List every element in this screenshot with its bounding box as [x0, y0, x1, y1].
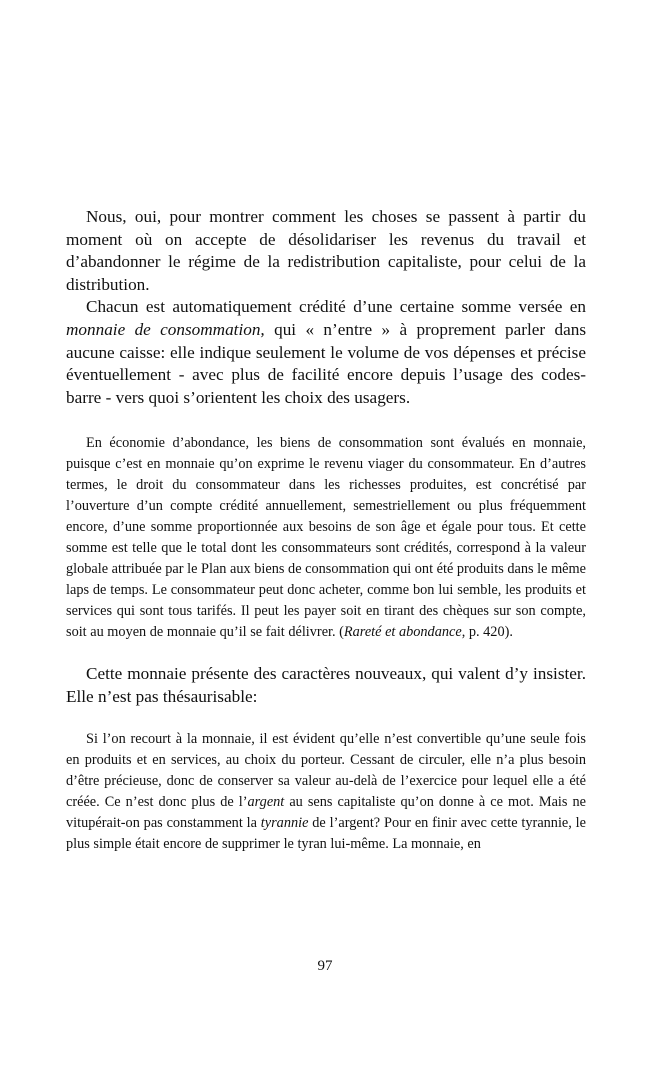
page-content	[66, 206, 586, 869]
quote-1-citation-title: Rareté et abondance	[343, 624, 462, 641]
main-text	[66, 206, 586, 409]
paragraph-2	[66, 296, 586, 409]
quote-2-part-1: Si l’on recourt à la monnaie, il est évident qu’elle n’est convertible qu’une seule fois en produits et en services, au choix du porteur. Cessant de circuler, elle n’a plus besoin d’être précieuse, donc de conserver sa valeur au-delà de l’exercice pour lequel elle a été créée. Ce n’est donc plus de l’	[66, 730, 586, 810]
quote-2-part-2: au sens capitaliste qu’on donne à ce mot. Mais ne vitupérait-on pas constamment la	[66, 793, 586, 831]
block-quote-2	[66, 729, 586, 855]
quote-1-text: En économie d’abondance, les biens de consommation sont évalués en monnaie, puisque c’est en monnaie qu’on exprime le revenu viager du consommateur. En d’autres termes, le droit du consommateur dans les richesses produites, est concrétisé par l’ouverture d’un compte crédité annuellement, semestriellement ou plus fréquemment encore, d’une somme proportionnée aux besoins de son âge et égale pour tous. Et cette somme est telle que le total dont les consommateurs sont crédités, correspond à la valeur globale attribuée par le Plan aux biens de consommation qui ont été produits dans le même laps de temps. Le consommateur peut donc acheter, comme bon lui semble, les produits et services qui sont tous tarifés. Il peut les payer soit en tirant des chèques sur son compte, soit au moyen de monnaie qu’il se fait délivrer. (	[66, 435, 586, 641]
paragraph-1: Nous, oui, pour montrer comment les choses se passent à partir du moment où on accepte de désolidariser les revenus du travail et d’abandonner le régime de la redistribution capitaliste, pour celui de la distribution.	[66, 207, 586, 294]
paragraph-2-start: Chacun est automatiquement crédité d’une certaine somme versée en	[86, 297, 586, 317]
paragraph-2-end: qui « n’entre » à proprement parler dans aucune caisse: elle indique seulement le volume de vos dépenses et précise éventuellement - avec plus de facilité encore depuis l’usage des codes-barre - vers quoi s’orientent les choix des usagers.	[66, 319, 587, 407]
paragraph-2-italic: monnaie de consommation,	[66, 319, 265, 339]
page-number: 97	[317, 958, 333, 974]
quote-1-citation-page: , p. 420).	[461, 624, 513, 641]
block-quote-1	[66, 433, 586, 643]
quote-2-italic-argent: argent	[247, 793, 285, 810]
quote-2-italic-tyrannie: tyrannie	[260, 814, 309, 831]
paragraph-3: Cette monnaie présente des caractères nouveaux, qui valent d’y insister. Elle n’est pas thésaurisable:	[66, 664, 586, 706]
quote-2-part-3: de l’argent? Pour en finir avec cette tyrannie, le plus simple était encore de supprimer le tyran lui-même. La monnaie, en	[66, 814, 587, 852]
